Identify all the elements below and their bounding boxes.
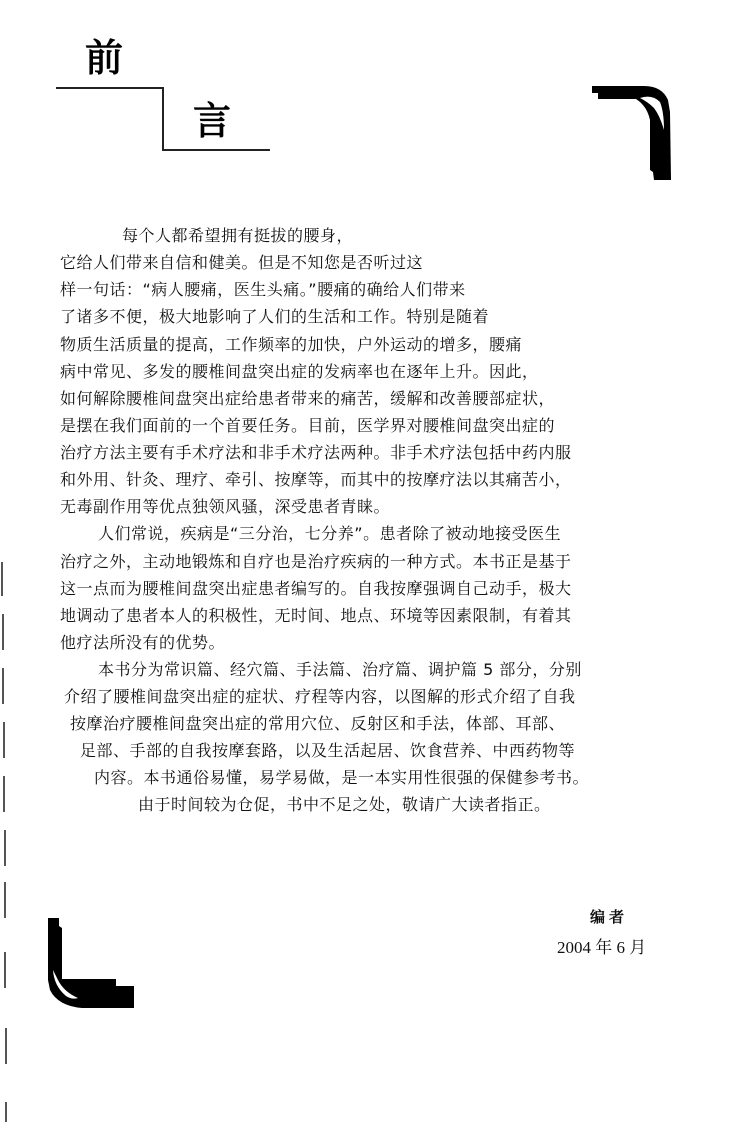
margin-mark xyxy=(5,1102,7,1122)
text-line: 治疗之外，主动地锻炼和自疗也是治疗疾病的一种方式。本书正是基于 xyxy=(60,552,572,571)
margin-mark xyxy=(4,882,6,918)
text-line: 地调动了患者本人的积极性，无时间、地点、环境等因素限制，有着其 xyxy=(60,606,572,625)
text-line: 介绍了腰椎间盘突出症的症状、疗程等内容，以图解的形式介绍了自我 xyxy=(64,687,576,706)
text-line: 如何解除腰椎间盘突出症给患者带来的痛苦，缓解和改善腰部症状， xyxy=(60,389,556,408)
text-line: 治疗方法主要有手术疗法和非手术疗法两种。非手术疗法包括中药内服 xyxy=(60,443,572,462)
text-line: 它给人们带来自信和健美。但是不知您是否听过这 xyxy=(60,253,424,272)
margin-mark xyxy=(3,776,5,812)
text-line: 和外用、针灸、理疗、牵引、按摩等，而其中的按摩疗法以其痛苦小， xyxy=(60,470,572,489)
text-line: 由于时间较为仓促，书中不足之处，敬请广大读者指正。 xyxy=(138,795,551,814)
title-char-qian: 前 xyxy=(85,36,124,80)
text-line: 物质生活质量的提高，工作频率的加快，户外运动的增多，腰痛 xyxy=(60,335,523,354)
text-line: 内容。本书通俗易懂，易学易做，是一本实用性很强的保健参考书。 xyxy=(94,768,590,787)
margin-mark xyxy=(5,1028,7,1064)
text-line: 每个人都希望拥有挺拔的腰身， xyxy=(122,226,354,245)
text-line: 病中常见、多发的腰椎间盘突出症的发病率也在逐年上升。因此， xyxy=(60,362,539,381)
text-line: 足部、手部的自我按摩套路，以及生活起居、饮食营养、中西药物等 xyxy=(80,741,576,760)
text-line: 这一点而为腰椎间盘突出症患者编写的。自我按摩强调自己动手，极大 xyxy=(60,579,572,598)
title-rule-step xyxy=(162,87,164,150)
text-line: 无毒副作用等优点独领风骚，深受患者青睐。 xyxy=(60,497,391,516)
text-line: 是摆在我们面前的一个首要任务。目前，医学界对腰椎间盘突出症的 xyxy=(60,416,556,435)
corner-ornament-bottom-left-icon xyxy=(44,916,136,1012)
text-line: 人们常说，疾病是“三分治，七分养”。患者除了被动地接受医生 xyxy=(98,524,562,543)
text-line: 他疗法所没有的优势。 xyxy=(60,633,226,652)
margin-mark xyxy=(2,614,4,650)
corner-ornament-top-right-icon xyxy=(590,82,682,182)
title-rule-top xyxy=(56,87,163,89)
margin-mark xyxy=(3,722,5,758)
title-char-yan: 言 xyxy=(193,99,232,143)
margin-mark xyxy=(2,668,4,704)
margin-mark xyxy=(1,562,3,596)
signature-date: 2004 年 6 月 xyxy=(557,938,647,957)
text-line: 样一句话：“病人腰痛，医生头痛。”腰痛的确给人们带来 xyxy=(60,280,466,299)
text-line: 按摩治疗腰椎间盘突出症的常用穴位、反射区和手法，体部、耳部、 xyxy=(70,714,566,733)
signature-author: 编者 xyxy=(590,908,629,926)
margin-mark xyxy=(4,830,6,866)
margin-mark xyxy=(4,952,6,988)
text-line: 了诸多不便，极大地影响了人们的生活和工作。特别是随着 xyxy=(60,307,490,326)
title-rule-bottom xyxy=(162,149,270,151)
text-line: 本书分为常识篇、经穴篇、手法篇、治疗篇、调护篇 5 部分，分别 xyxy=(98,660,582,679)
